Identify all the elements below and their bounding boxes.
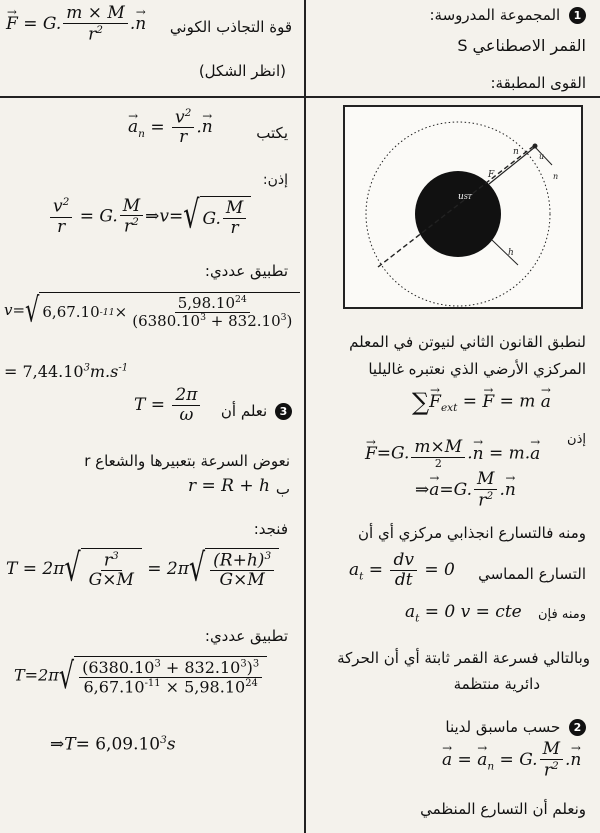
newton-law-text: لنطبق القانون الثاني لنيوتن في المعلم <box>349 333 586 351</box>
system-line <box>430 6 587 24</box>
radius-relation: r = R + h <box>188 476 270 496</box>
we-know-label: نعلم أن <box>220 402 268 420</box>
usT-label: uST <box>458 192 472 202</box>
n-label: n <box>513 147 519 157</box>
satellite-label: القمر الاصطناعي S <box>457 36 586 55</box>
hence-label: ومنه فإن <box>538 607 586 622</box>
orbit-figure <box>343 105 583 309</box>
we-find-label: فنجد: <box>253 520 288 538</box>
gravity-law: → F = G. $\frac{m \times M}{r^2}$ .→ n <box>6 4 146 45</box>
h-label: h <box>508 248 514 258</box>
substitute-text: نعوض السرعة بتعبيرها والشعاع r <box>84 452 290 470</box>
speed-derivation: $\frac{v^2}{r}$ = G. $\frac{M}{r^2}$ ⇒v= √ G. $\frac{M}{r}$ <box>48 196 251 238</box>
force-equality: → F=G. $\frac{m\times M}{2}$ .→ n = m.→ a <box>365 438 540 470</box>
gravity-label: قوة التجاذب الكوني <box>169 18 292 36</box>
tangential-label: التسارع المماسي <box>478 565 586 583</box>
question-3-badge: 3 <box>275 403 292 420</box>
system-label: المجموعة المدروسة: <box>429 6 561 24</box>
see-figure-text: (انظر الشكل) <box>198 62 286 80</box>
newton-equation: ∑→ $F_{ext}$ = → F = m → a <box>412 388 551 416</box>
frame-text: المركزي الأرضي الذي نعتبره غاليليا <box>368 360 586 378</box>
u-label: u <box>539 152 545 161</box>
forces-label: القوى المطبقة: <box>490 74 586 92</box>
uniform-motion-line-1: وبالتالي فسرعة القمر ثابتة أي أن الحركة <box>337 649 590 667</box>
tangent-n-label: n <box>553 172 559 181</box>
question-2-line <box>445 718 586 736</box>
writes-label: يكتب <box>256 124 288 142</box>
question-1-badge: 1 <box>569 7 586 24</box>
acceleration-normal-equation: → a = → $a_n = G$. $\frac{M}{r^2}$ .→ n <box>442 740 581 781</box>
F-label: F <box>488 170 495 180</box>
satellite-point <box>533 144 538 149</box>
question-2-badge: 2 <box>569 719 586 736</box>
acceleration-expression: ⇒→ a=G. $\frac{M}{r^2}$ .→ n <box>415 470 516 511</box>
as-before-label: حسب ماسبق لدينا <box>445 718 561 736</box>
then-label: إذن <box>567 432 586 447</box>
normal-acc-formula: → $a_n$ = $\frac{v^2}{r}$ .→ n <box>128 108 213 148</box>
numeric-app-2: تطبيق عددي: <box>204 627 288 645</box>
speed-numeric: v= √ 6,67.10 -11 × $\frac{5,98.10^{24}}{(6380.10^3 + 832.10^3)}$ <box>4 292 300 330</box>
by-label: ب <box>275 480 290 498</box>
r-label: r <box>409 232 413 241</box>
normal-acc-text: ونعلم أن التسارع المنظمي <box>420 800 586 818</box>
period-formula: T = $\frac{2\pi}{\omega}$ <box>134 386 202 425</box>
tangential-equation: $a_t$ = $\frac{dv}{dt}$ = 0 <box>349 550 455 590</box>
we-know-line <box>221 402 292 420</box>
column-divider <box>304 0 306 833</box>
then-label-left: إذن: <box>262 172 288 188</box>
period-numeric: T=2π √ $\frac{(6380.10^3 + 832.10^3)^3}{6,67.10^{-11} \times 5,98.10^{24}}$ <box>14 656 267 696</box>
period-result: ⇒T= $6,09.10^3s$ <box>50 734 176 755</box>
constant-speed-equation: $a_t = 0$ v = cte <box>405 602 522 625</box>
earth-disk <box>415 171 501 257</box>
speed-result: = $7,44.10^3m.s^{-1}$ <box>4 362 128 381</box>
altitude-marker <box>492 240 518 265</box>
period-expression: T = 2π √ $\frac{r^3}{G\times M}$ = 2π √ $\frac{(R+h)^3}{G\times M}$ <box>6 548 279 591</box>
numeric-app-1: تطبيق عددي: <box>204 262 288 280</box>
orbit-diagram <box>345 107 581 307</box>
uniform-motion-line-2: دائرية منتظمة <box>453 675 540 693</box>
centripetal-text: ومنه فالتسارع انجذابي مركزي أي أن <box>358 524 586 542</box>
force-arrow <box>489 147 535 184</box>
